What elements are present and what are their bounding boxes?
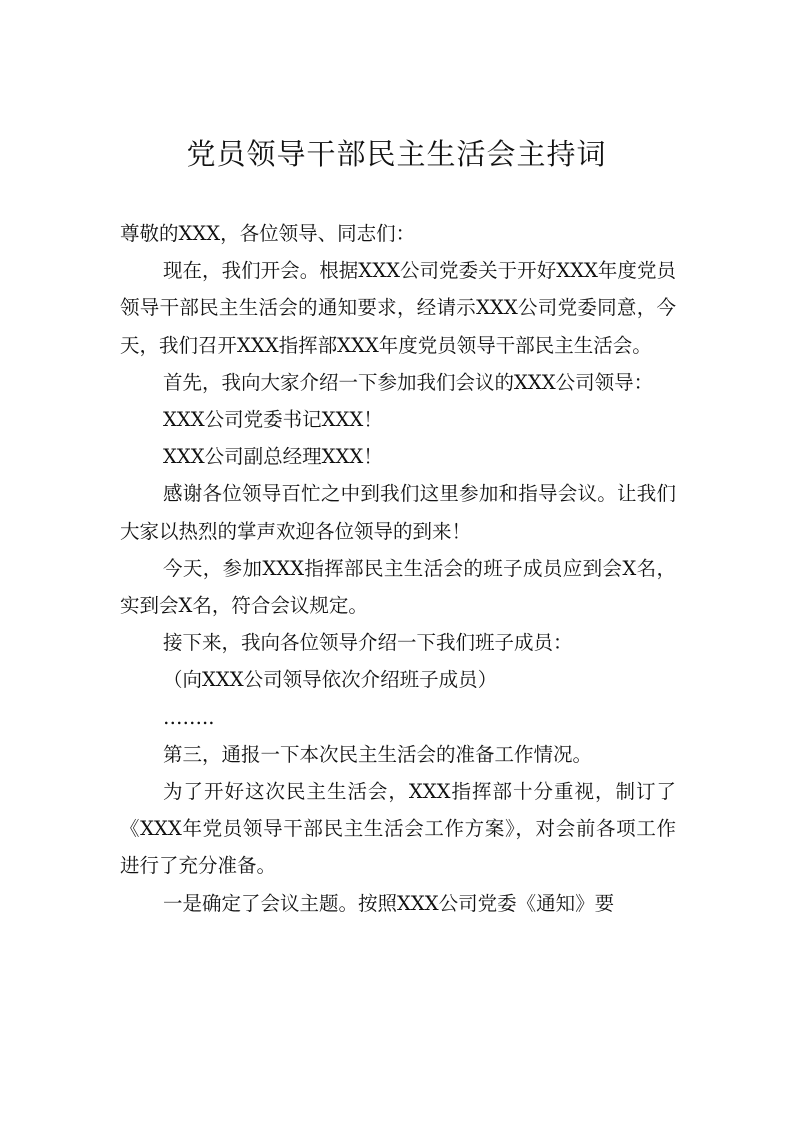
body-paragraph: 为了开好这次民主生活会，XXX指挥部十分重视，制订了《XXX年党员领导干部民主生活会工作方案》，对会前各项工作进行了充分准备。 [120, 780, 676, 878]
salutation-paragraph: 尊敬的XXX，各位领导、同志们： [120, 222, 416, 245]
body-paragraph: 感谢各位领导百忙之中到我们这里参加和指导会议。让我们大家以热烈的掌声欢迎各位领导的到来！ [120, 482, 676, 543]
body-paragraph: XXX公司党委书记XXX！ [163, 408, 383, 432]
body-paragraph: 第三，通报一下本次民主生活会的准备工作情况。 [163, 742, 593, 766]
document-body [120, 215, 676, 922]
body-paragraph: 首先，我向大家介绍一下参加我们会议的XXX公司领导： [163, 370, 654, 394]
body-paragraph: （向XXX公司领导依次介绍班子成员） [163, 668, 498, 692]
body-paragraph: 一是确定了会议主题。按照XXX公司党委《通知》要 [163, 891, 615, 915]
body-paragraph: 现在，我们开会。根据XXX公司党委关于开好XXX年度党员领导干部民主生活会的通知要求，经请示XXX公司党委同意，今天，我们召开XXX指挥部XXX年度党员领导干部民主生活会。 [120, 259, 676, 357]
document-title: 党员领导干部民主生活会主持词 [186, 137, 607, 171]
body-paragraph: XXX公司副总经理XXX！ [163, 445, 383, 469]
body-paragraph: 接下来，我向各位领导介绍一下我们班子成员： [163, 631, 573, 655]
body-paragraph: 今天，参加XXX指挥部民主生活会的班子成员应到会X名，实到会X名，符合会议规定。 [120, 556, 676, 618]
body-paragraph: …….. [163, 705, 215, 729]
